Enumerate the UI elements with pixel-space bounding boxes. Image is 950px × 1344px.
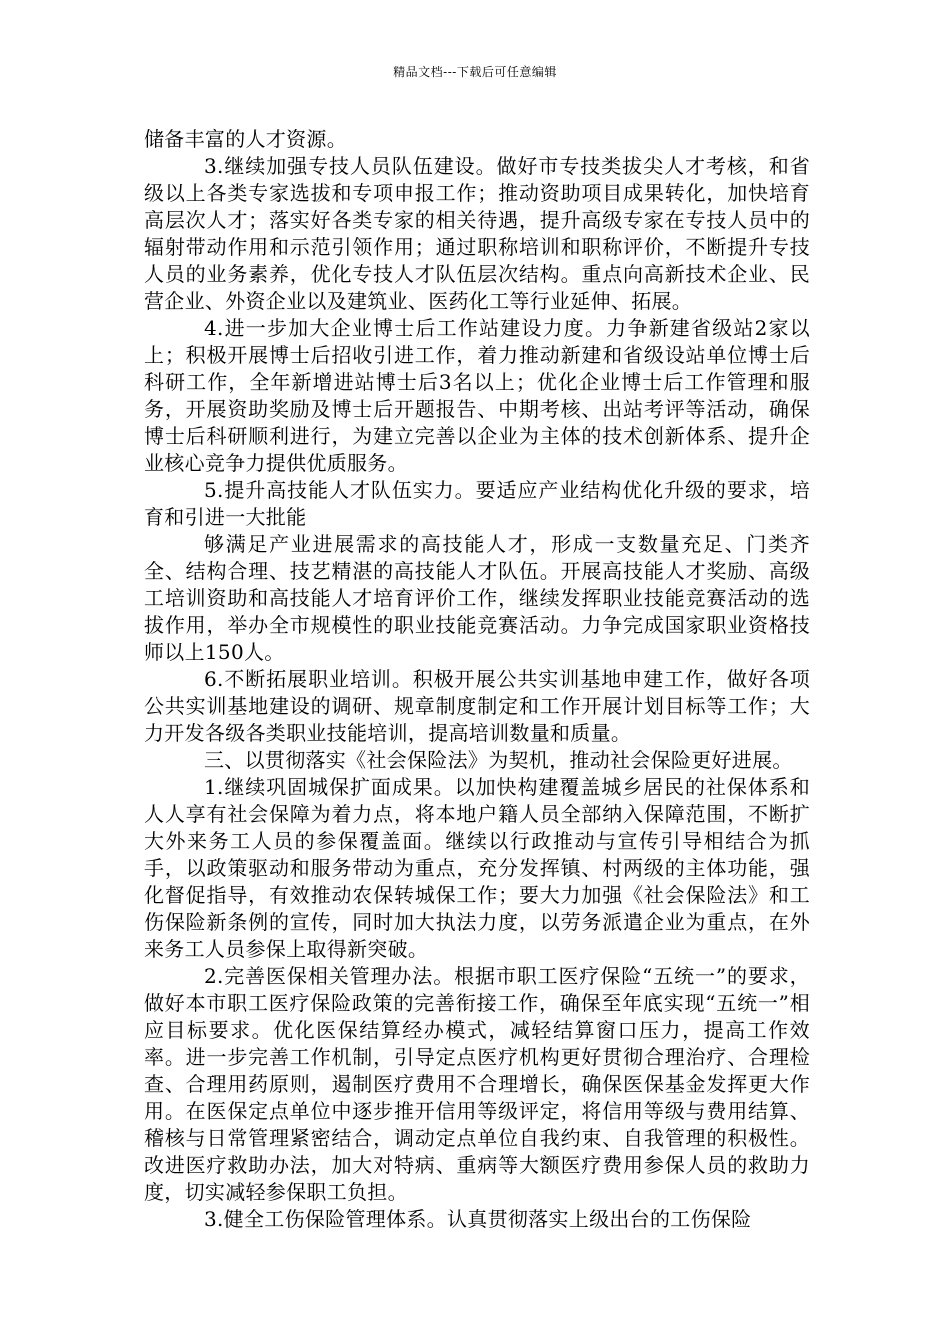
document-body [144,126,810,1233]
paragraph: 3.继续加强专技人员队伍建设。做好市专技类拔尖人才考核，和省级以上各类专家选拔和专项申报工作；推动资助项目成果转化，加快培育高层次人才；落实好各类专家的相关待遇，提升高级专家在专技人员中的辐射带动作用和示范引领作用；通过职称培训和职称评价，不断提升专技人员的业务素养，优化专技人才队伍层次结构。重点向高新技术企业、民营企业、外资企业以及建筑业、医药化工等行业延伸、拓展。 [144,154,810,313]
paragraph: 3.健全工伤保险管理体系。认真贯彻落实上级出台的工伤保险 [204,1207,752,1231]
paragraph: 6.不断拓展职业培训。积极开展公共实训基地申建工作，做好各项公共实训基地建设的调研、规章制度制定和工作开展计划目标等工作；大力开发各级各类职业技能培训，提高培训数量和质量。 [144,667,810,745]
paragraph: 储备丰富的人才资源。 [144,127,347,151]
page-header: 精品文档---下载后可任意编辑 [393,65,557,79]
paragraph: 够满足产业进展需求的高技能人才，形成一支数量充足、门类齐全、结构合理、技艺精湛的高技能人才队伍。开展高技能人才奖励、高级工培训资助和高技能人才培育评价工作，继续发挥职业技能竞赛活动的选拔作用，举办全市规模性的职业技能竞赛活动。力争完成国家职业资格技师以上150人。 [144,532,810,664]
paragraph: 4.进一步加大企业博士后工作站建设力度。力争新建省级站2家以上；积极开展博士后招收引进工作，着力推动新建和省级设站单位博士后科研工作，全年新增进站博士后3名以上；优化企业博士后工作管理和服务，开展资助奖励及博士后开题报告、中期考核、出站考评等活动，确保博士后科研顺利进行，为建立完善以企业为主体的技术创新体系、提升企业核心竞争力提供优质服务。 [144,316,810,475]
paragraph: 1.继续巩固城保扩面成果。以加快构建覆盖城乡居民的社保体系和人人享有社会保障为着力点，将本地户籍人员全部纳入保障范围，不断扩大外来务工人员的参保覆盖面。继续以行政推动与宣传引导相结合为抓手，以政策驱动和服务带动为重点，充分发挥镇、村两级的主体功能，强化督促指导，有效推动农保转城保工作；要大力加强《社会保险法》和工伤保险新条例的宣传，同时加大执法力度，以劳务派遣企业为重点，在外来务工人员参保上取得新突破。 [144,775,810,961]
paragraph: 5.提升高技能人才队伍实力。要适应产业结构优化升级的要求，培育和引进一大批能 [144,478,810,529]
paragraph: 2.完善医保相关管理办法。根据市职工医疗保险“五统一”的要求，做好本市职工医疗保险政策的完善衔接工作，确保至年底实现“五统一”相应目标要求。优化医保结算经办模式，减轻结算窗口压力，提高工作效率。进一步完善工作机制，引导定点医疗机构更好贯彻合理治疗、合理检查、合理用药原则，遏制医疗费用不合理增长，确保医保基金发挥更大作用。在医保定点单位中逐步推开信用等级评定，将信用等级与费用结算、稽核与日常管理紧密结合，调动定点单位自我约束、自我管理的积极性。改进医疗救助办法，加大对特病、重病等大额医疗费用参保人员的救助力度，切实减轻参保职工负担。 [144,964,810,1204]
section-heading: 三、以贯彻落实《社会保险法》为契机，推动社会保险更好进展。 [204,748,793,772]
